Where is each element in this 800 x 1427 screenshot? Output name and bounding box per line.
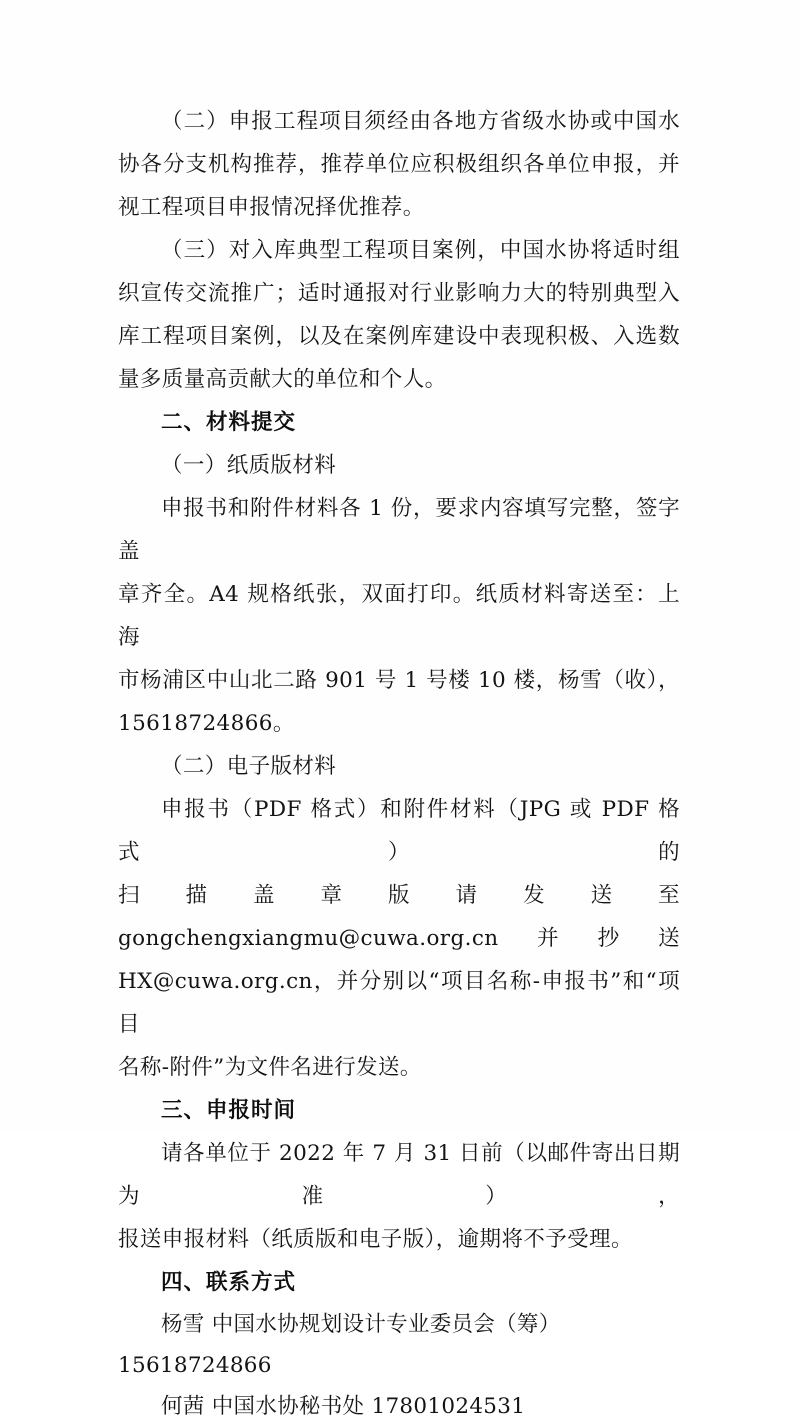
- section-heading-three: 三、申报时间: [161, 1098, 297, 1123]
- section-heading-two: 二、材料提交: [161, 410, 297, 435]
- paper-materials-line-2: 章齐全。A4 规格纸张，双面打印。纸质材料寄送至：上海: [118, 582, 680, 650]
- electronic-materials-line-2: 扫描盖章版请发送至 gongchengxiangmu@cuwa.org.cn并抄送: [118, 883, 680, 951]
- electronic-materials-line-4: 名称-附件”为文件名进行发送。: [118, 1055, 422, 1080]
- section-heading-four: 四、联系方式: [161, 1270, 297, 1295]
- electronic-materials-line-1: 申报书（PDF 格式）和附件材料（JPG 或 PDF 格式）的: [118, 797, 680, 865]
- paper-materials-line-4: 15618724866。: [118, 711, 295, 736]
- paragraph-clause-3: （三）对入库典型工程项目案例，中国水协将适时组织宣传交流推广；适时通报对行业影响力大的特别典型入库工程项目案例，以及在案例库建设中表现积极、入选数量多质量高贡献大的单位和个人。: [118, 238, 680, 392]
- submission-time-line-1: 请各单位于 2022 年 7 月 31 日前（以邮件寄出日期为准），: [118, 1141, 680, 1209]
- contact-item: 何茜 中国水协秘书处 17801024531: [161, 1394, 526, 1419]
- contact-item: 杨雪 中国水协规划设计专业委员会（筹） 15618724866: [118, 1312, 561, 1378]
- submission-time-line-2: 报送申报材料（纸质版和电子版），逾期将不予受理。: [118, 1227, 633, 1252]
- paper-materials-line-1: 申报书和附件材料各 1 份，要求内容填写完整，签字盖: [118, 496, 680, 564]
- subsection-title-electronic-materials: （二）电子版材料: [161, 754, 337, 779]
- paper-materials-line-3: 市杨浦区中山北二路 901 号 1 号楼 10 楼，杨雪（收），: [118, 668, 680, 693]
- electronic-materials-line-3: HX@cuwa.org.cn，并分别以“项目名称-申报书”和“项目: [118, 969, 680, 1037]
- paragraph-clause-2: （二）申报工程项目须经由各地方省级水协或中国水协各分支机构推荐，推荐单位应积极组织各单位申报，并视工程项目申报情况择优推荐。: [118, 109, 680, 220]
- document-body: [118, 100, 680, 1427]
- subsection-title-paper-materials: （一）纸质版材料: [161, 453, 337, 478]
